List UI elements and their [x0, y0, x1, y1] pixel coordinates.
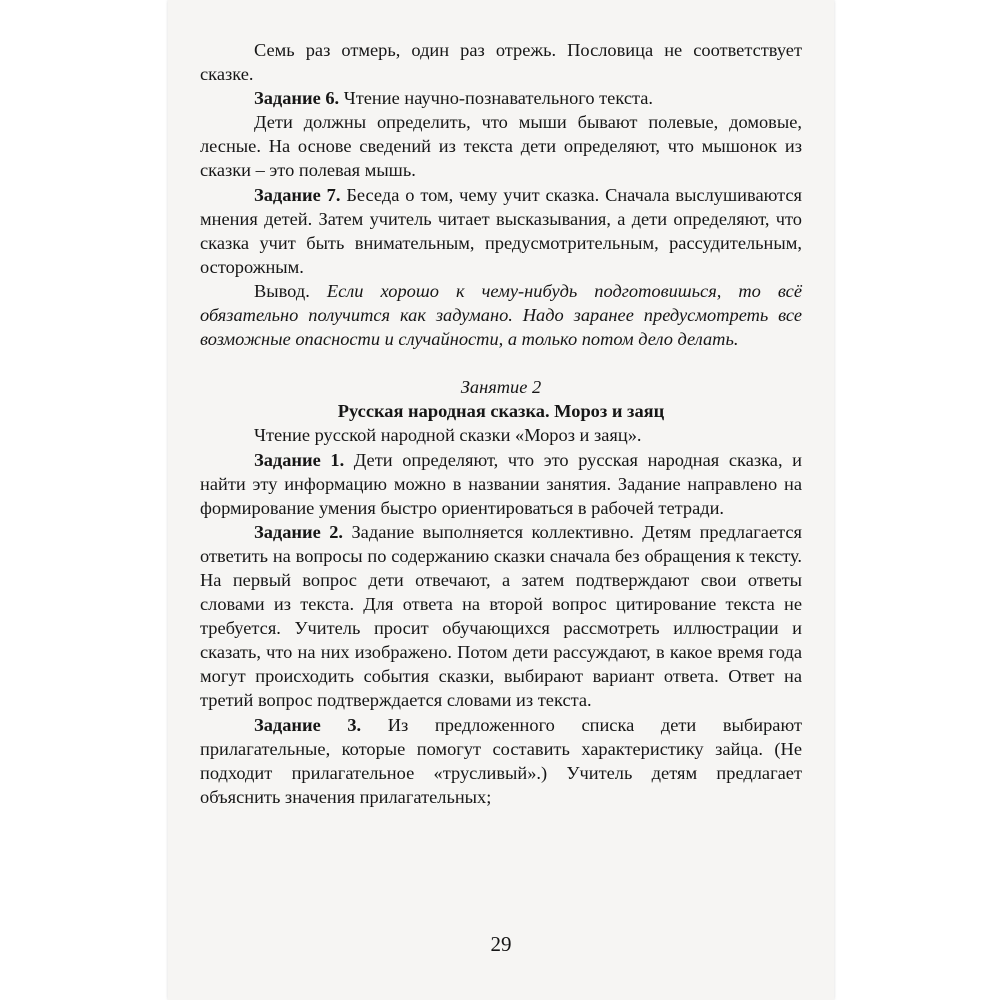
task-2: [200, 520, 802, 713]
lesson-title: Занятие 2: [460, 377, 542, 398]
task-1: [200, 448, 802, 520]
book-page: [168, 0, 834, 1000]
page-text: [200, 38, 802, 809]
task-3-text: Из предложенного списка дети выбирают прилагательные, которые помогут составить характеристику зайца. (Не подходит прилагательное «трусливый».) Учитель детям предлагает объяснить значения прилагательных;: [200, 714, 802, 807]
task-1-label: Задание 1.: [254, 449, 345, 470]
section-heading: Русская народная сказка. Мороз и заяц: [337, 401, 665, 422]
paragraph-proverb: Семь раз отмерь, один раз отрежь. Пословица не соответствует сказке.: [200, 40, 802, 85]
task-6-label: Задание 6.: [254, 88, 340, 109]
task-7-text: Беседа о том, чему учит сказка. Сначала выслушиваются мнения детей. Затем учитель читает высказывания, а дети определяют, что сказка учит быть внимательным, предусмотрительным, рассудительным, осторожным.: [200, 184, 802, 277]
task-3: [200, 713, 802, 809]
conclusion-label: Вывод.: [254, 280, 327, 301]
conclusion: [200, 279, 802, 351]
task-7: [200, 183, 802, 279]
task-1-text: Дети определяют, что это русская народная сказка, и найти эту информацию можно в названии занятия. Задание направлено на формирование умения быстро ориентироваться в рабочей тетради.: [200, 449, 802, 518]
conclusion-text: Если хорошо к чему-нибудь подготовишься, то всё обязательно получится как задумано. Надо заранее предусмотреть все возможные опасности и случайности, а только потом дело делать.: [200, 280, 803, 350]
task-3-label: Задание 3.: [254, 714, 362, 735]
task-6: [200, 86, 802, 110]
task-6-text: Чтение научно-познавательного текста.: [339, 88, 653, 109]
task-2-text: Задание выполняется коллективно. Детям предлагается ответить на вопросы по содержанию сказки сначала без обращения к тексту. На первый вопрос дети отвечают, а затем подтверждают свои ответы словами из текста. Для ответа на второй вопрос цитирование текста не требуется. Учитель просит обучающихся рассмотреть иллюстрации и сказать, что на них изображено. Потом дети рассуждают, в какое время года могут происходить события сказки, выбирают вариант ответа. Ответ на третий вопрос подтверждается словами из текста.: [200, 521, 802, 711]
paragraph-intro: Чтение русской народной сказки «Мороз и заяц».: [254, 425, 642, 446]
task-7-label: Задание 7.: [254, 184, 341, 205]
page-number: 29: [490, 932, 512, 956]
paragraph-mice: Дети должны определить, что мыши бывают полевые, домовые, лесные. На основе сведений из текста дети определяют, что мышонок из сказки – это полевая мышь.: [200, 112, 802, 181]
task-2-label: Задание 2.: [254, 521, 344, 542]
